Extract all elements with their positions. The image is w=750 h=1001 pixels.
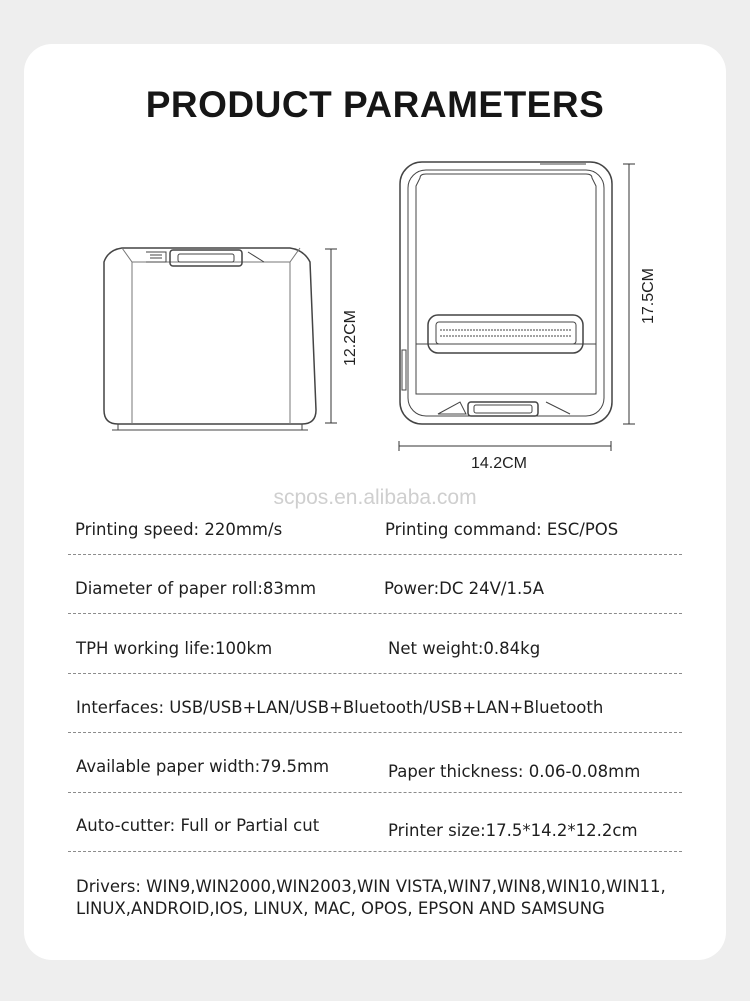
drivers-line-1: Drivers: WIN9,WIN2000,WIN2003,WIN VISTA,WIN7,WIN8,WIN10,WIN11,	[76, 877, 666, 896]
watermark: scpos.en.alibaba.com	[273, 486, 477, 509]
printer-side-view	[104, 248, 316, 430]
spec-interfaces: Interfaces: USB/USB+LAN/USB+Bluetooth/USB+LAN+Bluetooth	[76, 698, 604, 717]
spec-power: Power:DC 24V/1.5A	[384, 579, 544, 598]
spec-row-3	[68, 630, 682, 674]
spec-row-2	[68, 570, 682, 614]
top-height-dimension	[623, 164, 635, 424]
spec-paper-roll: Diameter of paper roll:83mm	[75, 579, 317, 598]
spec-tph-life: TPH working life:100km	[76, 639, 273, 658]
printer-top-view	[400, 162, 612, 424]
spec-row-5	[68, 748, 682, 793]
spec-row-1	[68, 510, 682, 555]
spec-paper-thickness: Paper thickness: 0.06-0.08mm	[388, 762, 641, 781]
drivers-line-2: LINUX,ANDROID,IOS, LINUX, MAC, OPOS, EPSON AND SAMSUNG	[76, 899, 605, 918]
drivers-info	[76, 876, 716, 920]
top-height-label: 17.5CM	[640, 267, 657, 325]
spec-row-4	[68, 689, 682, 733]
side-height-dimension	[325, 249, 337, 423]
spec-paper-width: Available paper width:79.5mm	[76, 757, 330, 776]
spec-auto-cutter: Auto-cutter: Full or Partial cut	[76, 816, 320, 835]
spec-row-6	[68, 808, 682, 852]
side-height-label: 12.2CM	[342, 309, 359, 367]
printer-illustrations	[0, 0, 750, 480]
spec-printing-command: Printing command: ESC/POS	[385, 520, 619, 539]
spec-printing-speed: Printing speed: 220mm/s	[75, 520, 283, 539]
page-title: PRODUCT PARAMETERS	[145, 84, 605, 125]
top-width-dimension	[399, 441, 611, 451]
spec-printer-size: Printer size:17.5*14.2*12.2cm	[388, 821, 638, 840]
top-width-label: 14.2CM	[470, 455, 528, 472]
spec-net-weight: Net weight:0.84kg	[388, 639, 541, 658]
